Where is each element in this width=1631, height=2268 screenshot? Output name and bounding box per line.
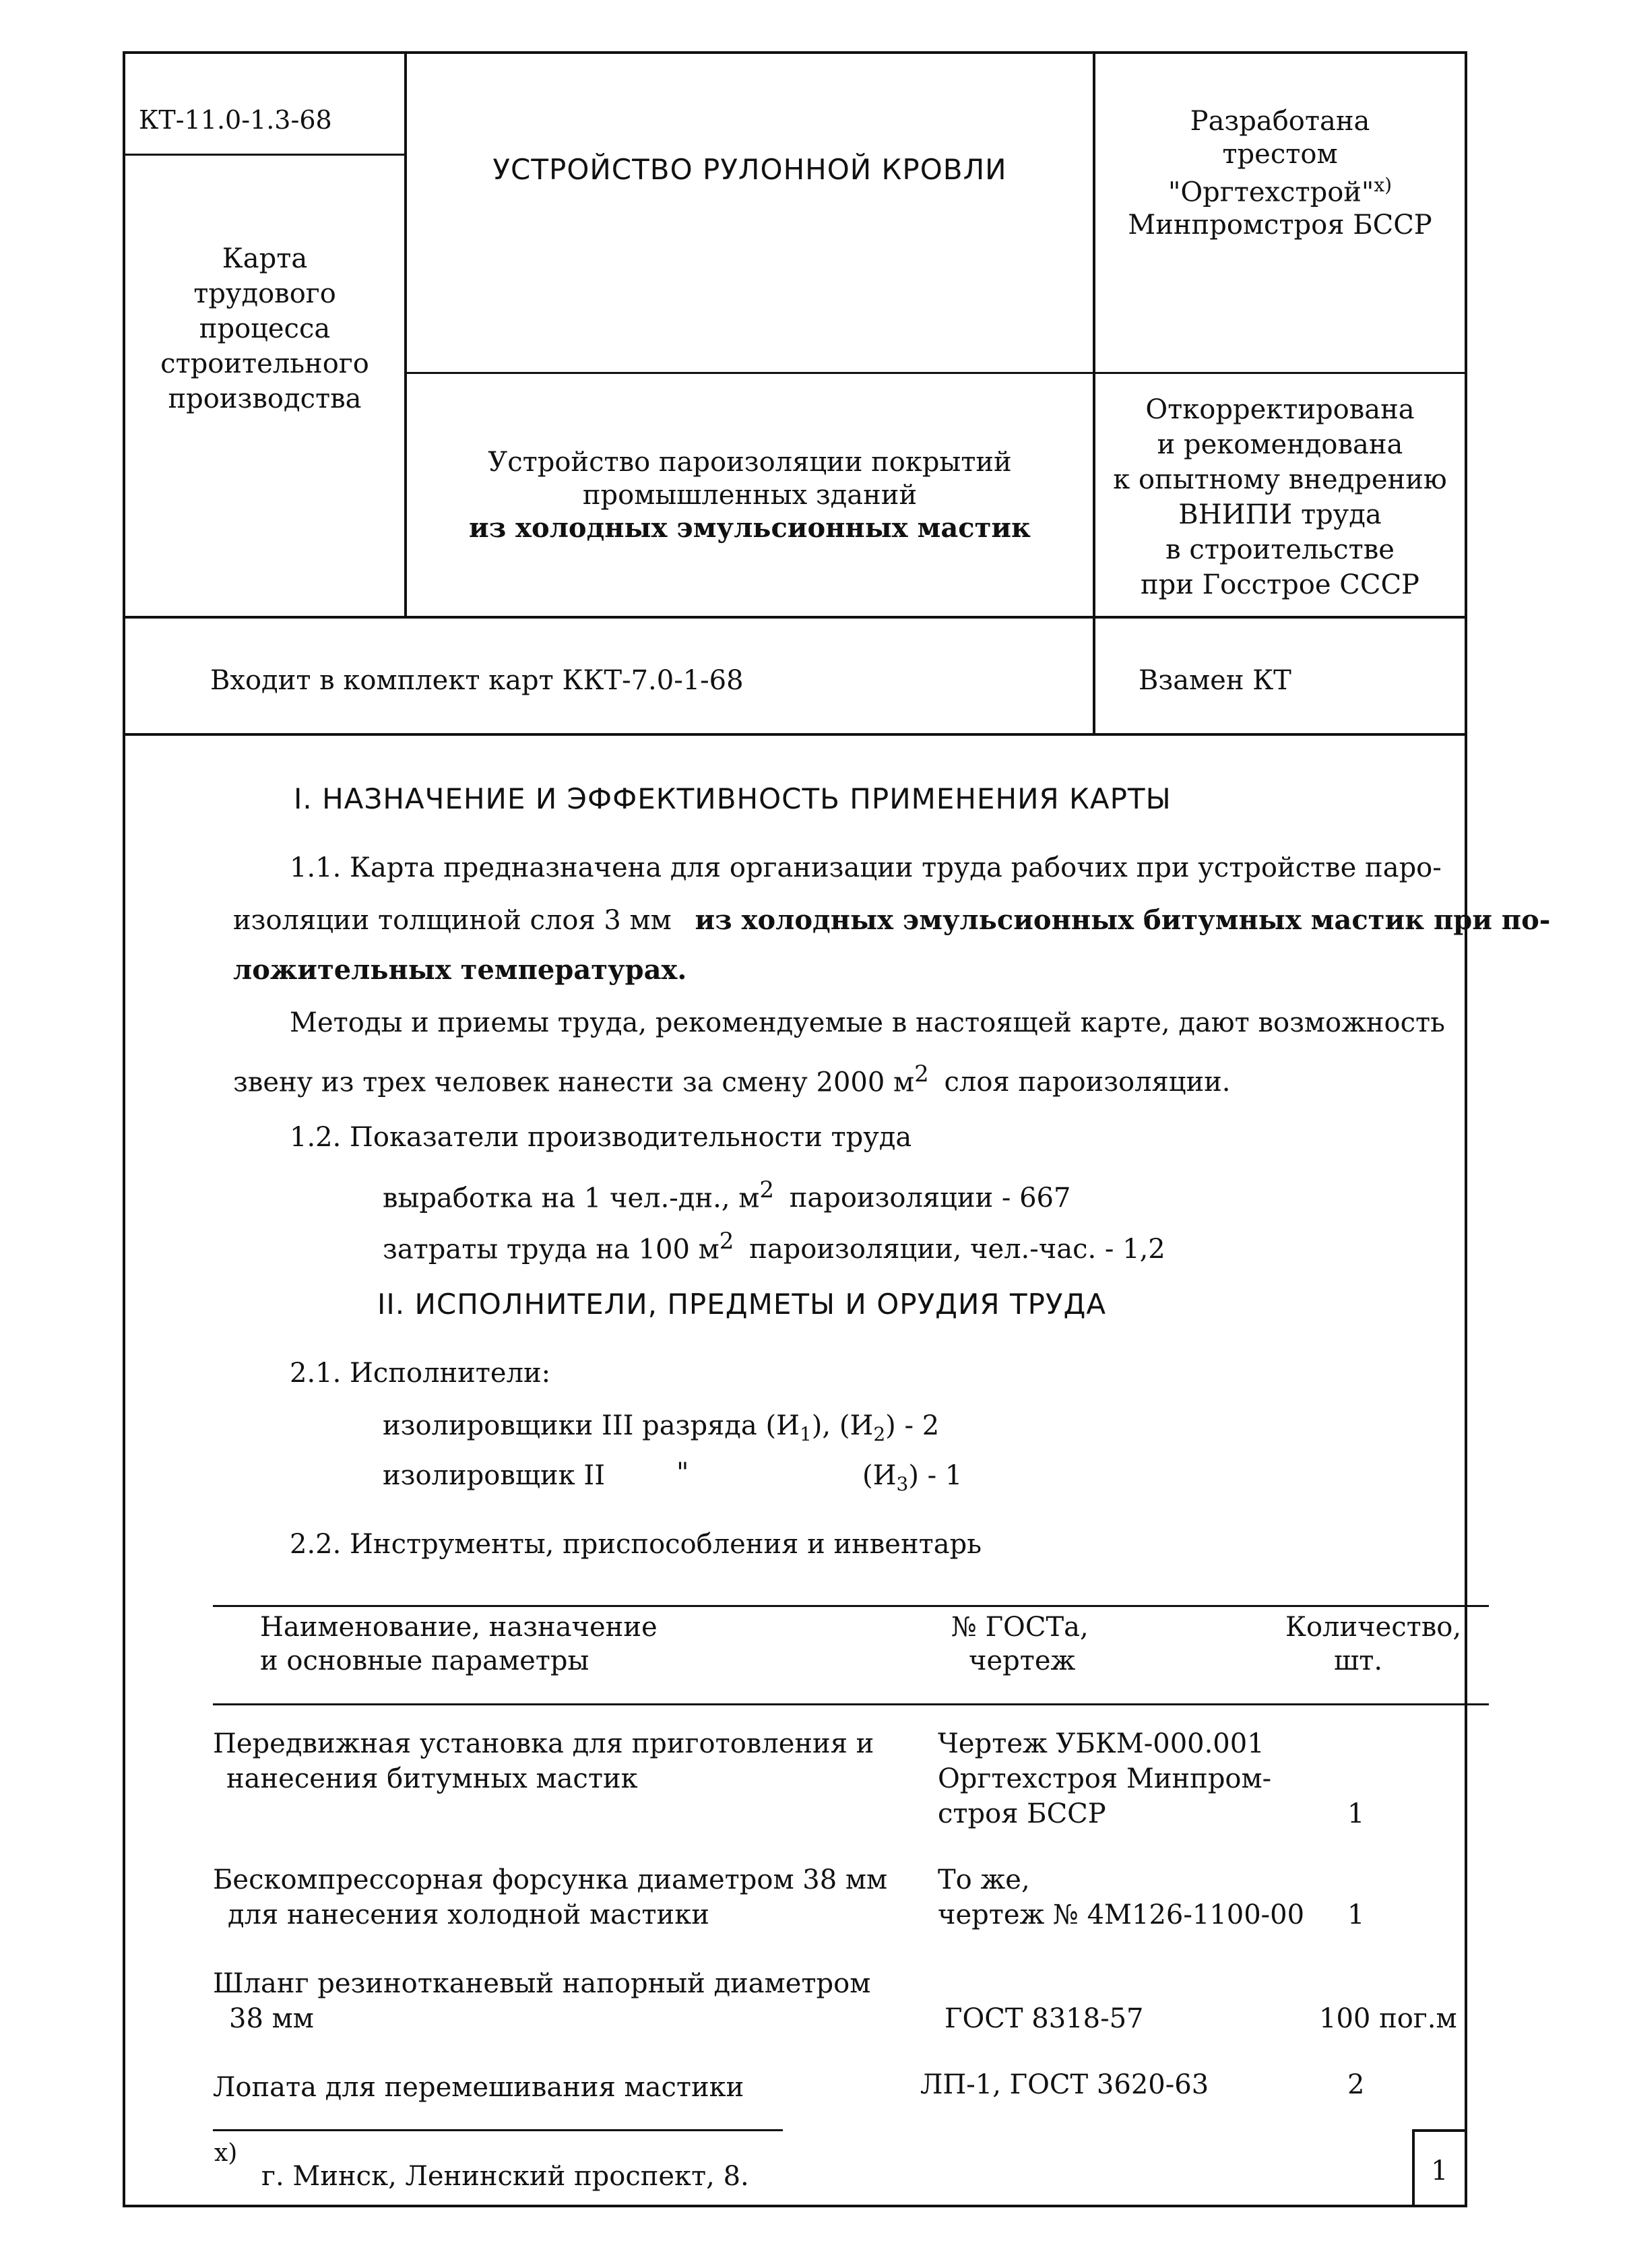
subtitle-bold: из холодных эмульсионных мастик [469,512,1031,544]
table-top-rule [213,1605,1489,1607]
subtitle-line: промышленных зданий [582,480,918,511]
table-cell-gost-line: ГОСТ 8318-57 [945,2003,1144,2034]
table-cell-gost-line: ЛП-1, ГОСТ 3620-63 [920,2069,1209,2100]
para-1-1-line-3: ложительных температурах. [233,954,687,986]
table-cell-qty: 2 [1347,2069,1365,2100]
footnote-rule [213,2129,783,2131]
frame-right [1465,51,1467,2207]
corrected-line: к опытному внедрению [1113,464,1447,495]
worker-2-text: изолировщик II [383,1460,605,1491]
section-2-heading: II. ИСПОЛНИТЕЛИ, ПРЕДМЕТЫ И ОРУДИЯ ТРУДА [377,1288,1107,1321]
para-methods-line-1: Методы и приемы труда, рекомендуемые в настоящей карте, дают возможность [290,1007,1445,1038]
developed-line: Минпромстроя БССР [1128,210,1432,241]
worker-2-ditto: " [676,1457,689,1488]
table-header-line: Количество, [1285,1612,1462,1643]
table-row [213,2070,744,2105]
card-type-line: Карта [222,243,308,274]
para-methods-line-2 [233,1057,1231,1100]
header-hline-1 [404,372,1466,374]
table-cell-name: Лопата для перемешивания мастики [213,2072,744,2103]
superscript: 2 [719,1228,734,1255]
indicator-output-text: выработка на 1 чел.-дн., м [383,1183,760,1214]
table-cell-name: 38 мм [229,2003,314,2034]
developed-line: Разработана [1190,106,1370,137]
corrected-line: Откорректирована [1145,394,1415,425]
set-reference: Входит в комплект карт ККТ-7.0-1-68 [210,665,744,696]
subscript: 2 [873,1423,886,1445]
corrected-line: в строительстве [1165,534,1395,565]
table-header-name [260,1610,658,1678]
table-header-gost [951,1610,1089,1678]
corrected-line: при Госстрое СССР [1141,569,1419,600]
para-methods-text: звену из трех человек нанести за смену 2000 м [233,1067,915,1098]
table-cell-gost [938,1726,1271,1831]
page-number-box-top [1412,2129,1466,2132]
table-cell-qty: 1 [1347,1899,1365,1930]
para-1-1-text: изоляции толщиной слоя 3 мм [233,905,672,936]
worker-2-code [862,1458,962,1502]
table-cell-gost-line: Чертеж УБКМ-000.001 [938,1728,1265,1759]
table-cell-name: Передвижная установка для приготовления и [213,1728,874,1759]
worker-2-end: ) - 1 [908,1460,963,1491]
document-title: УСТРОЙСТВО РУЛОННОЙ КРОВЛИ [492,153,1007,186]
table-row [213,1966,870,2036]
subtitle [407,445,1093,546]
table-header-line: шт. [1334,1645,1383,1676]
header-hline-3 [123,733,1467,736]
indicator-output-end: пароизоляции - 667 [789,1183,1071,1214]
table-cell-qty: 100 пог.м [1319,2003,1457,2034]
table-cell-gost-line: чертеж № 4М126-1100-00 [938,1899,1305,1930]
section-1-heading: I. НАЗНАЧЕНИЕ И ЭФФЕКТИВНОСТЬ ПРИМЕНЕНИЯ КАРТЫ [294,782,1172,815]
table-cell-name: Бескомпрессорная форсунка диаметром 38 мм [213,1864,888,1895]
table-header-line: № ГОСТа, [951,1612,1089,1643]
card-type-line: трудового [193,278,336,309]
para-methods-end: слоя пароизоляции. [944,1067,1231,1098]
table-cell-name: Шланг резинотканевый напорный диаметром [213,1968,871,1999]
table-header-line: и основные параметры [260,1645,589,1676]
page-number-box [1412,2129,1415,2206]
table-row [213,1726,874,1796]
replaces-reference: Взамен КТ [1139,665,1291,696]
code-underline [123,154,406,156]
para-1-2: 1.2. Показатели производительности труда [290,1122,912,1153]
footnote-mark: x) [1374,174,1393,196]
frame-top [123,51,1467,54]
corrected-line: и рекомендована [1157,429,1403,460]
indicator-labor-end: пароизоляции, чел.-час. - 1,2 [749,1234,1165,1265]
header-hline-2 [123,616,1467,619]
developed-org: "Оргтехстрой" [1168,177,1374,208]
para-2-2: 2.2. Инструменты, приспособления и инвентарь [290,1529,982,1560]
corrected-line: ВНИПИ труда [1178,499,1382,530]
table-header-qty [1285,1610,1461,1678]
page-number: 1 [1431,2155,1448,2186]
table-cell-qty: 1 [1347,1798,1365,1829]
footnote-mark: x) [214,2139,238,2167]
table-cell-gost [938,1862,1304,1932]
worker-1-mid: ), (И [811,1410,874,1441]
table-cell-gost-line: Оргтехстроя Минпром- [938,1763,1272,1794]
para-1-1-line-1: 1.1. Карта предназначена для организации труда рабочих при устройстве паро- [290,852,1442,883]
card-code: КТ-11.0-1.3-68 [139,105,332,135]
para-1-1-line-2 [233,903,1550,938]
developed-line [1095,170,1465,208]
developed-line: трестом [1222,139,1338,170]
table-cell-name: нанесения битумных мастик [226,1763,638,1794]
table-header-line: Наименование, назначение [260,1612,658,1643]
para-2-1: 2.1. Исполнители: [290,1358,551,1389]
card-type-line: строительного [160,348,369,379]
table-header-line: чертеж [969,1645,1076,1676]
indicator-output [383,1172,1070,1216]
footnote-text: г. Минск, Ленинский проспект, 8. [261,2161,749,2192]
table-cell-gost-line: То же, [938,1864,1030,1895]
card-type-line: производства [168,383,362,414]
table-cell-name: для нанесения холодной мастики [228,1899,709,1930]
frame-bottom [123,2205,1467,2207]
card-type [125,241,404,416]
indicator-labor-text: затраты труда на 100 м [383,1234,719,1265]
subscript: 1 [799,1423,812,1445]
table-row [213,1862,887,1932]
para-1-1-bold: из холодных эмульсионных битумных мастик при по- [695,904,1551,936]
worker-line-2 [383,1458,605,1493]
subtitle-line: Устройство пароизоляции покрытий [488,447,1012,478]
indicator-labor [383,1224,1165,1267]
subscript: 3 [896,1473,909,1495]
superscript: 2 [759,1176,774,1203]
worker-1-end: ) - 2 [885,1410,940,1441]
worker-2-code-text: (И [862,1460,897,1491]
corrected-by [1095,392,1465,602]
table-header-rule [213,1703,1489,1705]
developed-by [1095,104,1465,243]
table-cell-gost-line: строя БССР [938,1798,1106,1829]
card-type-line: процесса [199,313,331,344]
worker-line-1 [383,1408,939,1452]
worker-1-text: изолировщики III разряда (И [383,1410,800,1441]
superscript: 2 [914,1061,929,1088]
